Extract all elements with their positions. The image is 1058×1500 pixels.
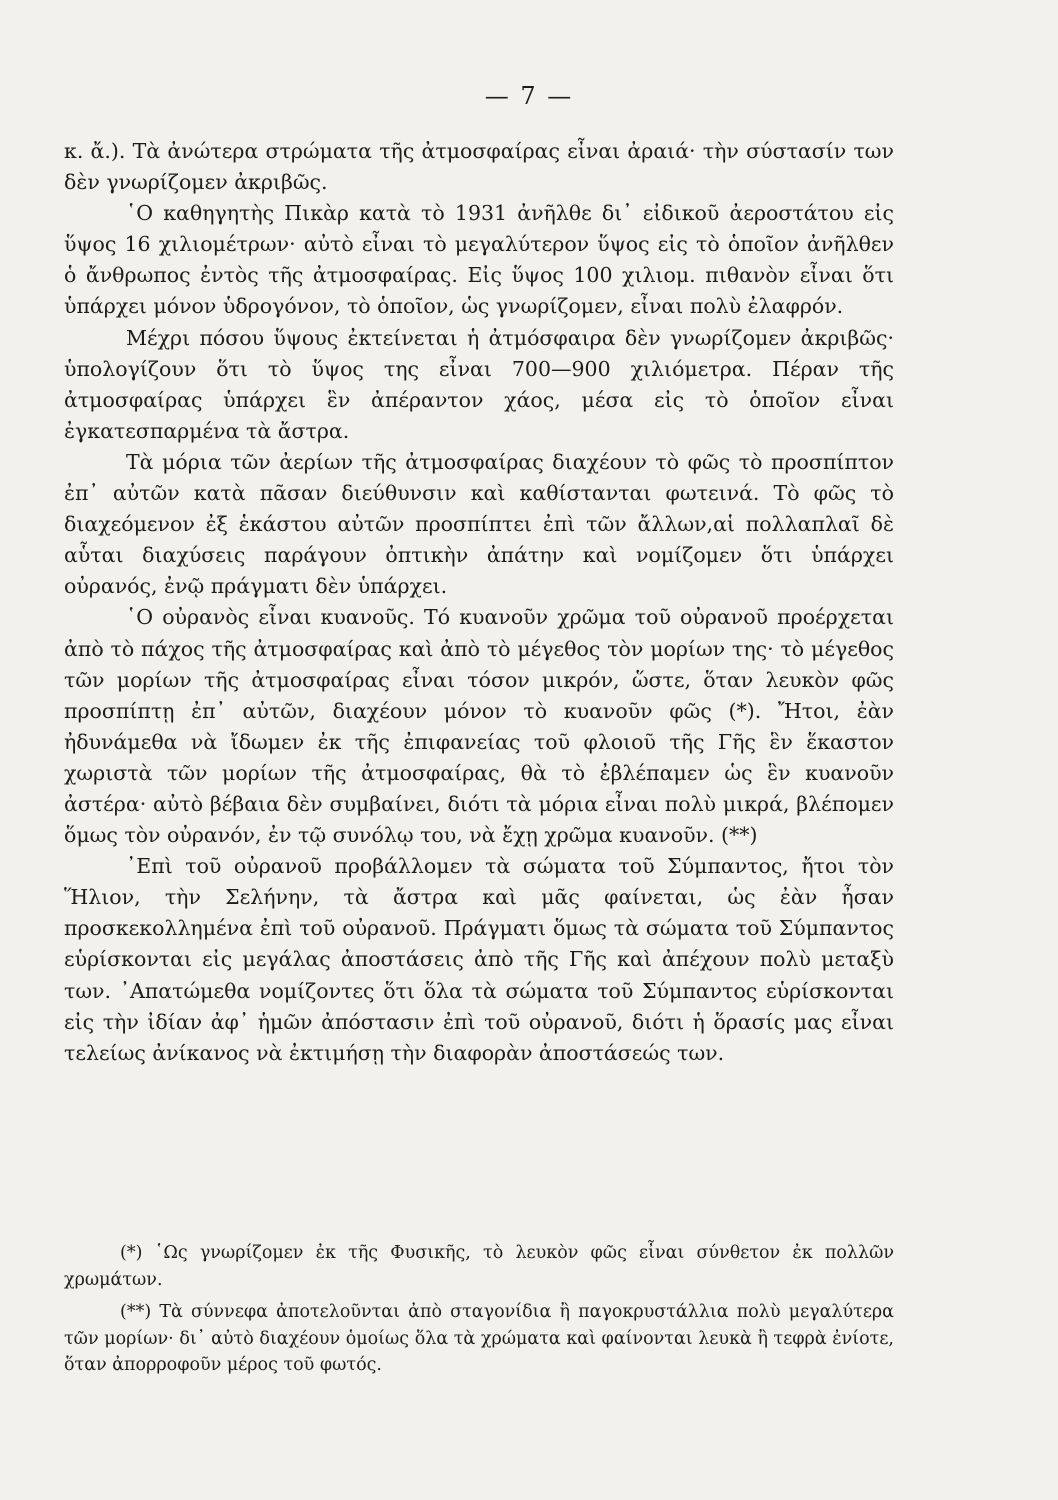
paragraph-6: ᾿Επὶ τοῦ οὐρανοῦ προβάλλομεν τὰ σώματα τοῦ Σύμπαντος, ἤτοι τὸν Ἥλιον, τὴν Σελήνην, τὰ ἄστρα καὶ μᾶς φαίνεται, ὡς ἐὰν ἦσαν προσκεκολλημένα ἐπὶ τοῦ οὐρανοῦ. Πράγματι ὅμως τὰ σώματα τοῦ Σύμπαντος εὑρίσκονται εἰς μεγάλας ἀποστάσεις ἀπὸ τῆς Γῆς καὶ ἀπέχουν πολὺ μεταξὺ των. ᾿Απατώμεθα νομίζοντες ὅτι ὅλα τὰ σώματα τοῦ Σύμπαντος εὑρίσκονται εἰς τὴν ἰδίαν ἀφ᾿ ἡμῶν ἀπόστασιν ἐπὶ τοῦ οὐρανοῦ, διότι ἡ ὅρασίς μας εἶναι τελείως ἀνίκανος νὰ ἐκτιμήσῃ τὴν διαφορὰν ἀποστάσεώς των. bbox=[64, 854, 894, 1065]
footnote-1: (*) ῾Ως γνωρίζομεν ἐκ τῆς Φυσικῆς, τὸ λευκὸν φῶς εἶναι σύνθετον ἐκ πολλῶν χρωμάτων. bbox=[64, 1243, 894, 1290]
paragraph-4: Τὰ μόρια τῶν ἀερίων τῆς ἀτμοσφαίρας διαχέουν τὸ φῶς τὸ προσπίπτον ἐπ᾿ αὐτῶν κατὰ πᾶσαν διεύθυνσιν καὶ καθίστανται φωτεινά. Τὸ φῶς τὸ διαχεόμενον ἐξ ἑκάστου αὐτῶν προσπίπτει ἐπὶ τῶν ἄλλων,αἱ πολλαπλαῖ δὲ αὗται διαχύσεις παράγουν ὀπτικὴν ἀπάτην καὶ νομίζομεν ὅτι ὑπάρχει οὐρανός, ἐνῷ πράγματι δὲν ὑπάρχει. bbox=[64, 449, 894, 599]
paragraph-1: κ. ἄ.). Τὰ ἀνώτερα στρώματα τῆς ἀτμοσφαίρας εἶναι ἀραιά· τὴν σύστασίν των δὲν γνωρίζομεν ἀκριβῶς. bbox=[64, 139, 894, 195]
paragraph-5: ῾Ο οὐρανὸς εἶναι κυανοῦς. Τό κυανοῦν χρῶμα τοῦ οὐρανοῦ προέρχεται ἀπὸ τὸ πάχος τῆς ἀτμοσφαίρας καὶ ἀπὸ τὸ μέγεθος τὸν μορίων της· τὸ μέγεθος τῶν μορίων τῆς ἀτμοσφαίρας εἶναι τόσον μικρόν, ὥστε, ὅταν λευκὸν φῶς προσπίπτῃ ἐπ᾿ αὐτῶν, διαχέουν μόνον τὸ κυανοῦν φῶς (*). Ἤτοι, ἐὰν ἠδυνάμεθα νὰ ἴδωμεν ἐκ τῆς ἐπιφανείας τοῦ φλοιοῦ τῆς Γῆς ἓν ἕκαστον χωριστὰ τῶν μορίων τῆς ἀτμοσφαίρας, θὰ τὸ ἐβλέπαμεν ὡς ἓν κυανοῦν ἀστέρα· αὐτὸ βέβαια δὲν συμβαίνει, διότι τὰ μόρια εἶναι πολὺ μικρά, βλέπομεν ὅμως τὸν οὐρανόν, ἐν τῷ συνόλῳ του, νὰ ἔχῃ χρῶμα κυανοῦν. (**) bbox=[64, 605, 894, 848]
body-text bbox=[64, 136, 894, 1069]
page-number: — 7 — bbox=[484, 82, 574, 110]
footnote-2: (**) Τὰ σύννεφα ἀποτελοῦνται ἀπὸ σταγονίδια ἢ παγοκρυστάλλια πολὺ μεγαλύτερα τῶν μορίων· δι᾿ αὐτὸ διαχέουν ὁμοίως ὅλα τὰ χρώματα καὶ φαίνονται λευκὰ ἢ τεφρὰ ἐνίοτε, ὅταν ἀπορροφοῦν μέρος τοῦ φωτός. bbox=[64, 1302, 894, 1375]
paragraph-2: ῾Ο καθηγητὴς Πικὰρ κατὰ τὸ 1931 ἀνῆλθε δι᾿ εἰδικοῦ ἀεροστάτου εἰς ὕψος 16 χιλιομέτρων· αὐτὸ εἶναι τὸ μεγαλύτερον ὕψος εἰς τὸ ὁποῖον ἀνῆλθεν ὁ ἄνθρωπος ἐντὸς τῆς ἀτμοσφαίρας. Εἰς ὕψος 100 χιλιομ. πιθανὸν εἶναι ὅτι ὑπάρχει μόνον ὑδρογόνον, τὸ ὁποῖον, ὡς γνωρίζομεν, εἶναι πολὺ ἐλαφρόν. bbox=[64, 201, 894, 319]
paragraph-3: Μέχρι πόσου ὕψους ἐκτείνεται ἡ ἀτμόσφαιρα δὲν γνωρίζομεν ἀκριβῶς· ὑπολογίζουν ὅτι τὸ ὕψος της εἶναι 700—900 χιλιόμετρα. Πέραν τῆς ἀτμοσφαίρας ὑπάρχει ἓν ἀπέραντον χάος, μέσα εἰς τὸ ὁποῖον εἶναι ἐγκατεσπαρμένα τὰ ἄστρα. bbox=[64, 325, 894, 443]
footnotes bbox=[64, 1240, 894, 1385]
